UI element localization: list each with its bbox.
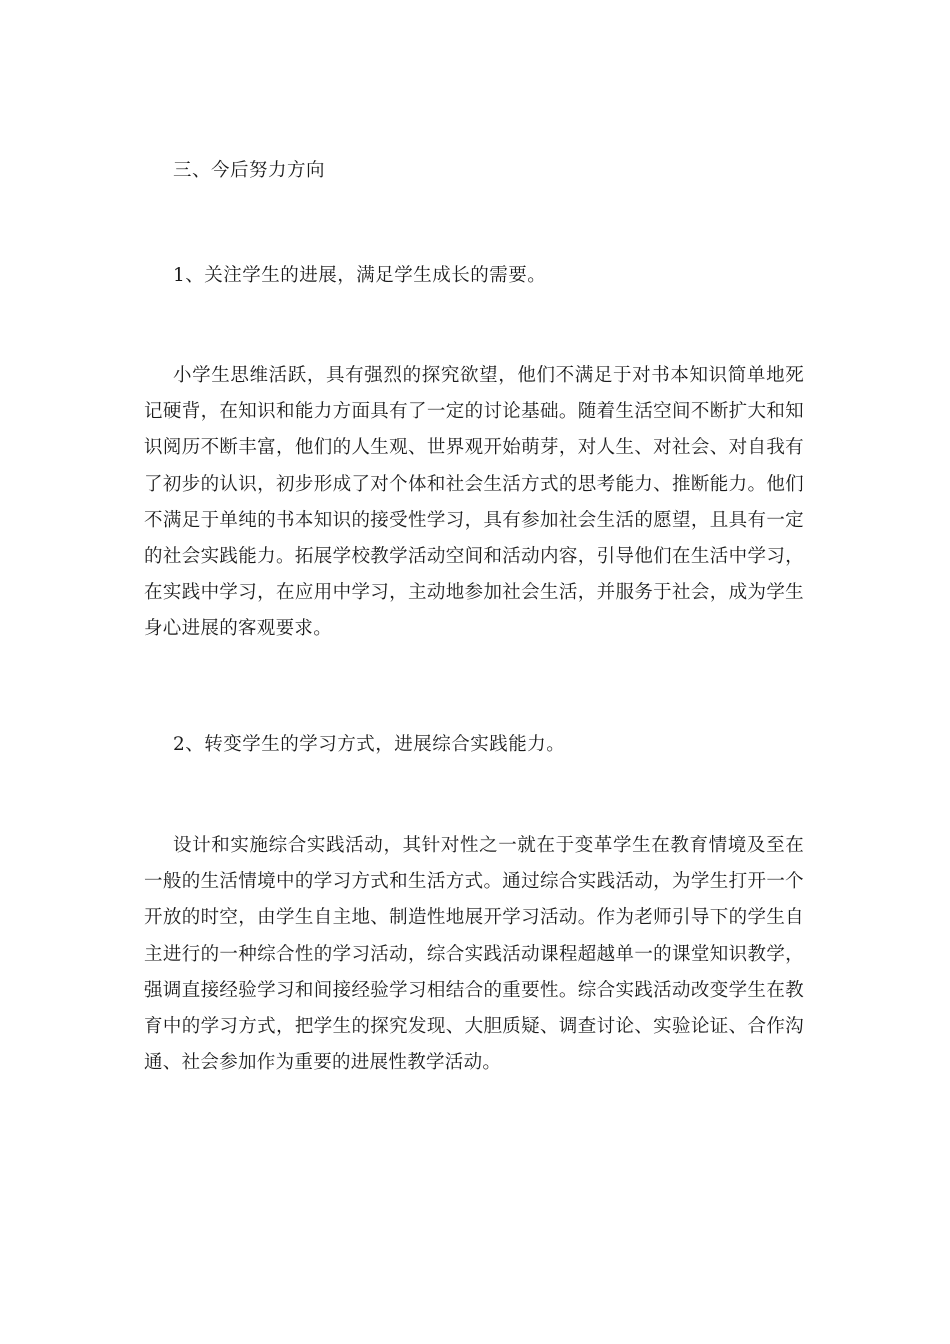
- item2-body-paragraph: 设计和实施综合实践活动，其针对性之一就在于变革学生在教育情境及至在一般的生活情境中的学习方式和生活方式。通过综合实践活动，为学生打开一个开放的时空，由学生自主地、制造性地展开学习活动。作为老师引导下的学生自主进行的一种综合性的学习活动，综合实践活动课程超越单一的课堂知识教学，强调直接经验学习和间接经验学习相结合的重要性。综合实践活动改变学生在教育中的学习方式，把学生的探究发现、大胆质疑、调查讨论、实验论证、合作沟通、社会参加作为重要的进展性教学活动。: [144, 835, 804, 1074]
- item2-heading: 2、转变学生的学习方式，进展综合实践能力。: [173, 734, 566, 755]
- item1-body-paragraph: 小学生思维活跃，具有强烈的探究欲望，他们不满足于对书本知识简单地死记硬背，在知识和能力方面具有了一定的讨论基础。随着生活空间不断扩大和知识阅历不断丰富，他们的人生观、世界观开始萌芽，对人生、对社会、对自我有了初步的认识，初步形成了对个体和社会生活方式的思考能力、推断能力。他们不满足于单纯的书本知识的接受性学习，具有参加社会生活的愿望，且具有一定的社会实践能力。拓展学校教学活动空间和活动内容，引导他们在生活中学习，在实践中学习，在应用中学习，主动地参加社会生活，并服务于社会，成为学生身心进展的客观要求。: [144, 365, 804, 640]
- section-heading: 三、今后努力方向: [173, 160, 326, 181]
- item1-heading: 1、关注学生的进展，满足学生成长的需要。: [173, 265, 547, 286]
